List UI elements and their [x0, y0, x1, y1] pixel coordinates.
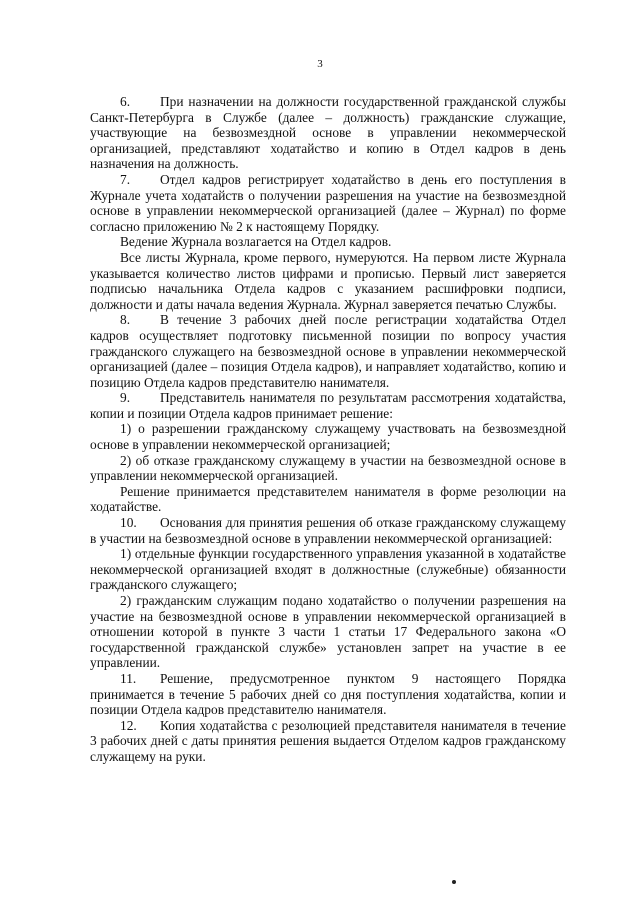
paragraph-10-item-1: 1) отдельные функции государственного управления указанной в ходатайстве некоммерческой организацией входят в должностные (служебные) обязанности гражданского служащего; — [90, 546, 566, 593]
page-number: 3 — [317, 58, 323, 70]
paragraph-12 — [90, 718, 566, 765]
paragraph-10-item-2: 2) гражданским служащим подано ходатайство о получении разрешения на участие на безвозмездной основе в управлении некоммерческой организацией в отношении которой в пункте 3 части 1 статьи 17 Федерального закона «О государственной гражданской службе» установлен запрет на участие в ее управлении. — [90, 593, 566, 671]
paragraph-number: 6. — [120, 94, 131, 109]
paragraph-number: 12. — [120, 717, 137, 733]
paragraph-9-item-2: 2) об отказе гражданскому служащему в участии на безвозмездной основе в управлении некоммерческой организацией. — [90, 452, 566, 484]
paragraph-7-journal-duty: Ведение Журнала возлагается на Отдел кадров. — [120, 234, 392, 250]
paragraph-text: Решение, предусмотренное пунктом 9 настоящего Порядка принимается в течение 5 рабочих дней со дня поступления ходатайства, копии и позиции Отдела кадров представителю нанимателя. — [90, 670, 566, 718]
paragraph-7-journal-sheets: Все листы Журнала, кроме первого, нумеруются. На первом листе Журнала указывается количество листов цифрами и прописью. Первый лист заверяется подписью начальника Отдела кадров с указанием расшифровки подписи, должности и даты начала ведения Журнала. Журнал заверяется печатью Службы. — [90, 249, 566, 312]
paragraph-10 — [90, 515, 566, 546]
paragraph-9-resolution: Решение принимается представителем нанимателя в форме резолюции на ходатайстве. — [90, 483, 566, 515]
paragraph-11 — [90, 671, 566, 718]
scan-speck — [452, 880, 456, 884]
paragraph-6 — [90, 94, 566, 172]
paragraph-text: Представитель нанимателя по результатам рассмотрения ходатайства, копии и позиции Отдела кадров принимает решение: — [90, 390, 566, 421]
paragraph-text: Основания для принятия решения об отказе гражданскому служащему в участии на безвозмездной основе в управлении некоммерческой организацией: — [90, 515, 566, 546]
paragraph-text: При назначении на должности государственной гражданской службы Санкт-Петербурга в Службе (далее – должность) гражданские служащие, участвующие на безвозмездной основе в управлении некоммерческой организацией, представляют ходатайство и копию в Отдел кадров в день назначения на должность. — [90, 94, 566, 172]
paragraph-number: 9. — [120, 390, 131, 406]
paragraph-7 — [90, 172, 566, 234]
paragraph-text: Отдел кадров регистрирует ходатайство в день его поступления в Журнале учета ходатайств о получении разрешения на участие на безвозмездной основе в управлении некоммерческой организацией (далее – Журнал) по форме согласно приложению № 2 к настоящему Порядку. — [90, 171, 566, 234]
paragraph-text: Копия ходатайства с резолюцией представителя нанимателя в течение 3 рабочих дней с даты принятия решения выдается Отделом кадров гражданскому служащему на руки. — [90, 717, 566, 764]
paragraph-text: В течение 3 рабочих дней после регистрации ходатайства Отдел кадров осуществляет подготовку письменной позиции по вопросу участия гражданского служащего на безвозмездной основе в управлении некоммерческой организацией (далее – позиция Отдела кадров), и направляет ходатайство, копию и позицию Отдела кадров представителю нанимателя. — [90, 312, 566, 390]
paragraph-9 — [90, 390, 566, 421]
document-body — [90, 94, 566, 765]
paragraph-number: 7. — [120, 171, 131, 187]
paragraph-number: 10. — [120, 515, 137, 531]
paragraph-8 — [90, 312, 566, 390]
paragraph-number: 8. — [120, 312, 131, 328]
paragraph-9-item-1: 1) о разрешении гражданскому служащему участвовать на безвозмездной основе в управлении некоммерческой организацией; — [90, 421, 566, 453]
paragraph-number: 11. — [120, 670, 137, 686]
